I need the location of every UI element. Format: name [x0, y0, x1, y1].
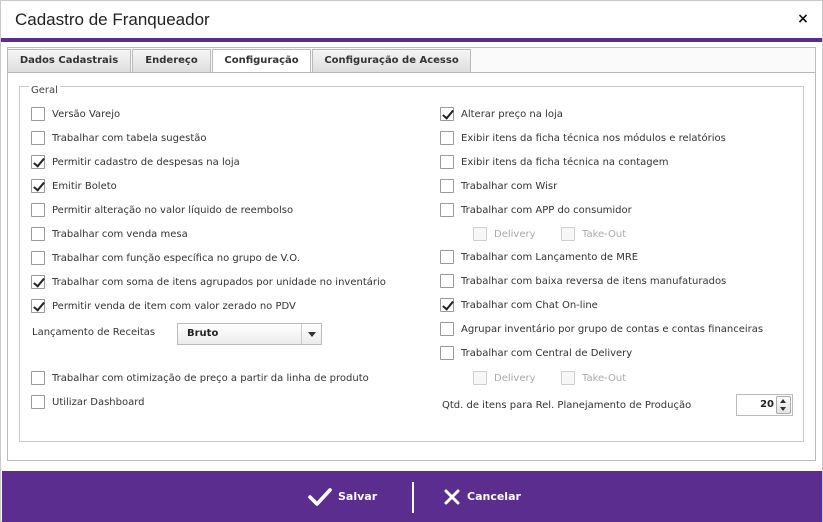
- checkbox-label: Exibir itens da ficha técnica nos módulos e relatórios: [461, 132, 726, 144]
- checkbox[interactable]: [440, 346, 454, 360]
- checkbox-label: Permitir venda de item com valor zerado no PDV: [52, 300, 296, 312]
- tab-configuracao[interactable]: Configuração: [212, 49, 311, 73]
- checkbox-label: Trabalhar com soma de itens agrupados por unidade no inventário: [52, 276, 386, 288]
- chevron-down-icon[interactable]: [301, 324, 321, 344]
- checkbox-label: Utilizar Dashboard: [52, 396, 145, 408]
- option-trabalhar-com-soma-de-itens-agrupados-por-unidade-no-inventario[interactable]: [31, 274, 386, 290]
- cancel-label: Cancelar: [467, 490, 521, 503]
- checkbox-label: Trabalhar com Wisr: [461, 180, 558, 192]
- option-permitir-venda-de-item-com-valor-zerado-no-pdv[interactable]: [31, 298, 296, 314]
- tab-endereco[interactable]: Endereço: [132, 49, 211, 72]
- checkbox-label: Permitir alteração no valor líquido de reembolso: [52, 204, 294, 216]
- dialog-footer: [2, 471, 822, 522]
- checkbox[interactable]: [31, 179, 45, 193]
- checkbox-label: Trabalhar com função específica no grupo de V.O.: [52, 252, 300, 264]
- checkbox[interactable]: [31, 275, 45, 289]
- checkbox-label: Trabalhar com venda mesa: [52, 228, 188, 240]
- checkbox[interactable]: [31, 107, 45, 121]
- footer-separator: [412, 482, 414, 513]
- checkbox[interactable]: [440, 274, 454, 288]
- checkbox-label: Trabalhar com otimização de preço a partir da linha de produto: [52, 372, 369, 384]
- option-take-out: [561, 370, 626, 386]
- option-exibir-itens-da-ficha-tecnica-nos-modulos-e-relatorios[interactable]: [440, 130, 726, 146]
- checkbox-label: Trabalhar com Central de Delivery: [461, 347, 633, 359]
- option-permitir-alteracao-no-valor-liquido-de-reembolso[interactable]: [31, 202, 293, 218]
- checkbox-label: Delivery: [494, 228, 536, 240]
- checkbox: [473, 227, 487, 241]
- checkbox-label: Take-Out: [582, 228, 627, 240]
- checkbox[interactable]: [31, 227, 45, 241]
- receitas-select-value: Bruto: [187, 328, 219, 339]
- checkbox[interactable]: [31, 371, 45, 385]
- checkbox[interactable]: [31, 203, 45, 217]
- checkbox[interactable]: [440, 250, 454, 264]
- checkbox-label: Trabalhar com Lançamento de MRE: [461, 251, 639, 263]
- cancel-button[interactable]: [443, 471, 521, 522]
- checkbox[interactable]: [31, 155, 45, 169]
- save-button[interactable]: [308, 471, 377, 522]
- planejamento-label: Qtd. de itens para Rel. Planejamento de Produção: [442, 400, 692, 411]
- option-delivery: [473, 226, 536, 242]
- tab-dados-cadastrais[interactable]: Dados Cadastrais: [7, 49, 131, 72]
- tab-configuracao-acesso[interactable]: Configuração de Acesso: [312, 49, 471, 72]
- option-agrupar-inventario-por-grupo-de-contas-e-contas-financeiras[interactable]: [440, 321, 763, 337]
- check-icon: [308, 488, 332, 506]
- option-delivery: [473, 370, 536, 386]
- option-trabalhar-com-lancamento-de-mre[interactable]: [440, 249, 638, 265]
- receitas-label: Lançamento de Receitas: [32, 327, 156, 338]
- dialog-titlebar: [1, 1, 822, 38]
- geral-legend: Geral: [31, 85, 58, 96]
- option-take-out: [561, 226, 626, 242]
- spin-down-icon[interactable]: [777, 405, 790, 413]
- option-versao-varejo[interactable]: [31, 106, 120, 122]
- spin-up-icon[interactable]: [777, 397, 790, 405]
- checkbox[interactable]: [440, 298, 454, 312]
- option-utilizar-dashboard[interactable]: [31, 394, 145, 410]
- checkbox[interactable]: [31, 251, 45, 265]
- checkbox-label: Take-Out: [582, 372, 627, 384]
- checkbox[interactable]: [31, 131, 45, 145]
- option-trabalhar-com-otimizacao-de-preco-a-partir-da-linha-de-produto[interactable]: [31, 370, 369, 386]
- option-emitir-boleto[interactable]: [31, 178, 117, 194]
- checkbox[interactable]: [31, 395, 45, 409]
- option-trabalhar-com-central-de-delivery[interactable]: [440, 345, 632, 361]
- checkbox[interactable]: [440, 131, 454, 145]
- checkbox: [561, 227, 575, 241]
- spinner-buttons: [776, 396, 791, 414]
- option-trabalhar-com-funcao-especifica-no-grupo-de-v-o[interactable]: [31, 250, 300, 266]
- checkbox-label: Emitir Boleto: [52, 180, 117, 192]
- checkbox[interactable]: [440, 203, 454, 217]
- checkbox[interactable]: [31, 299, 45, 313]
- option-trabalhar-com-wisr[interactable]: [440, 178, 557, 194]
- planejamento-spinner[interactable]: [736, 394, 793, 416]
- receitas-select[interactable]: [177, 323, 322, 345]
- option-trabalhar-com-chat-on-line[interactable]: [440, 297, 598, 313]
- checkbox-label: Permitir cadastro de despesas na loja: [52, 156, 240, 168]
- option-trabalhar-com-tabela-sugestao[interactable]: [31, 130, 206, 146]
- checkbox[interactable]: [440, 155, 454, 169]
- checkbox-label: Trabalhar com baixa reversa de itens manufaturados: [461, 275, 727, 287]
- title-accent-rule: [1, 38, 822, 42]
- option-alterar-preco-na-loja[interactable]: [440, 106, 563, 122]
- checkbox-label: Trabalhar com APP do consumidor: [461, 204, 632, 216]
- checkbox-label: Versão Varejo: [52, 108, 121, 120]
- checkbox-label: Exibir itens da ficha técnica na contagem: [461, 156, 669, 168]
- checkbox: [561, 371, 575, 385]
- option-exibir-itens-da-ficha-tecnica-na-contagem[interactable]: [440, 154, 669, 170]
- checkbox[interactable]: [440, 107, 454, 121]
- checkbox-label: Delivery: [494, 372, 536, 384]
- checkbox-label: Trabalhar com tabela sugestão: [52, 132, 207, 144]
- option-trabalhar-com-app-do-consumidor[interactable]: [440, 202, 632, 218]
- save-label: Salvar: [338, 490, 378, 503]
- option-permitir-cadastro-de-despesas-na-loja[interactable]: [31, 154, 240, 170]
- close-icon[interactable]: ×: [797, 11, 809, 27]
- option-trabalhar-com-venda-mesa[interactable]: [31, 226, 188, 242]
- checkbox[interactable]: [440, 179, 454, 193]
- checkbox: [473, 371, 487, 385]
- checkbox-label: Alterar preço na loja: [461, 108, 563, 120]
- dialog-title: Cadastro de Franqueador: [15, 10, 210, 29]
- checkbox-label: Trabalhar com Chat On-line: [461, 299, 598, 311]
- checkbox-label: Agrupar inventário por grupo de contas e contas financeiras: [461, 323, 764, 335]
- planejamento-value[interactable]: 20: [760, 399, 774, 410]
- close-icon: [443, 488, 461, 506]
- checkbox[interactable]: [440, 322, 454, 336]
- option-trabalhar-com-baixa-reversa-de-itens-manufaturados[interactable]: [440, 273, 726, 289]
